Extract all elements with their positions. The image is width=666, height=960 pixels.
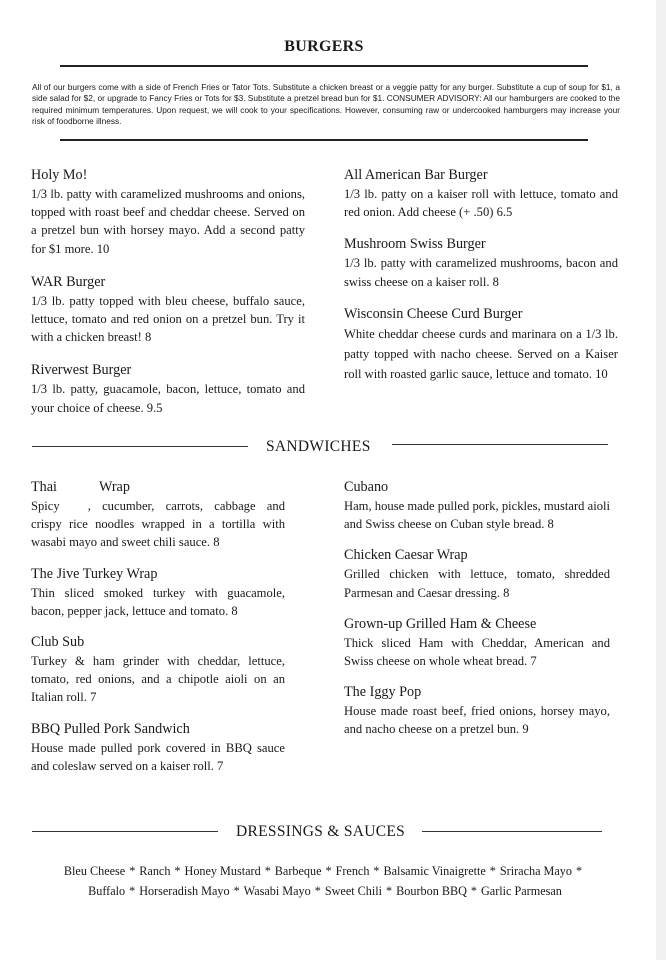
dressings-line-2	[30, 882, 620, 902]
dressing-item: Wasabi Mayo	[243, 883, 311, 898]
item-name-part: Wrap	[99, 479, 130, 495]
item-description: House made roast beef, fried onions, horsey mayo, and nacho cheese on a pretzel bun. 9	[344, 704, 610, 737]
item-description: 1/3 lb. patty topped with bleu cheese, buffalo sauce, lettuce, tomato and red onion on a pretzel bun. Try it with a chicken breast! 8	[31, 293, 305, 345]
menu-item-thai-wrap	[31, 478, 285, 552]
burgers-left-column	[31, 166, 305, 417]
separator: *	[314, 883, 321, 898]
dressing-item: Buffalo	[88, 883, 126, 898]
dressing-item: Bleu Cheese	[63, 864, 126, 878]
item-name: Grown-up Grilled Ham & Cheese	[344, 615, 537, 632]
dressing-item: Balsamic Vinaigrette	[383, 864, 486, 878]
item-name: Cubano	[344, 479, 389, 495]
dressings-right-rule	[422, 831, 602, 832]
dressing-item: Horseradish Mayo	[139, 883, 230, 898]
menu-item	[344, 683, 610, 738]
item-description: White cheddar cheese curds and marinara on a 1/3 lb. patty topped with nacho cheese. Served on a Kaiser roll with roasted garlic sauce, lettuce and tomato. 10	[344, 326, 618, 381]
sandwiches-right-column	[344, 478, 610, 739]
menu-item	[344, 235, 618, 290]
sandwiches-heading: SANDWICHES	[266, 438, 371, 455]
separator: *	[325, 864, 332, 878]
item-name: WAR Burger	[31, 273, 106, 290]
menu-item	[344, 615, 610, 670]
separator: *	[470, 883, 477, 898]
separator: *	[174, 864, 181, 878]
item-name: Riverwest Burger	[31, 362, 132, 379]
item-name: The Iggy Pop	[344, 684, 422, 701]
item-description: Ham, house made pulled pork, pickles, mustard aioli and Swiss cheese on Cuban style bread. 8	[344, 499, 610, 532]
menu-item	[31, 361, 305, 416]
dressing-item: Sriracha Mayo	[499, 864, 572, 878]
item-name: Mushroom Swiss Burger	[344, 236, 486, 253]
item-name: All American Bar Burger	[344, 167, 488, 183]
separator: *	[373, 864, 380, 878]
item-description: Thin sliced smoked turkey with guacamole, bacon, pepper jack, lettuce and tomato. 8	[31, 585, 285, 618]
item-name: Wisconsin Cheese Curd Burger	[344, 305, 523, 322]
item-description: Grilled chicken with lettuce, tomato, shredded Parmesan and Caesar dressing. 8	[344, 567, 610, 600]
separator: *	[489, 864, 496, 878]
separator: *	[264, 864, 271, 878]
menu-item	[344, 166, 618, 221]
item-description: Thick sliced Ham with Cheddar, American and Swiss cheese on whole wheat bread. 7	[344, 635, 610, 669]
item-name	[31, 478, 285, 497]
dressing-item: Ranch	[139, 864, 171, 878]
sandwiches-left-column	[31, 478, 285, 775]
dressings-left-rule	[32, 831, 218, 832]
dressing-item: French	[335, 864, 370, 878]
item-name: The Jive Turkey Wrap	[31, 565, 158, 582]
burgers-heading: BURGERS	[284, 38, 364, 55]
item-name: Holy Mo!	[31, 167, 88, 183]
item-name: Club Sub	[31, 634, 85, 651]
item-description: 1/3 lb. patty with caramelized mushrooms, bacon and swiss cheese on a kaiser roll. 8	[344, 256, 618, 289]
item-description: 1/3 lb. patty, guacamole, bacon, lettuce, tomato and your choice of cheese. 9.5	[31, 382, 305, 415]
dressings-line-1	[30, 862, 620, 882]
item-description-part: , cucumber, carrots, cabbage and crispy rice noodles wrapped in a tortilla with wasabi mayo and sweet chili sauce. 8	[31, 499, 285, 550]
dressing-item: Sweet Chili	[324, 883, 383, 898]
sandwiches-right-rule	[392, 444, 608, 445]
item-description: Turkey & ham grinder with cheddar, lettuce, tomato, red onions, and a chipotle aioli on an Italian roll. 7	[31, 654, 285, 705]
item-name: Chicken Caesar Wrap	[344, 547, 468, 564]
dressing-item: Barbeque	[274, 864, 322, 878]
menu-item	[344, 305, 618, 384]
dressing-item: Garlic Parmesan	[481, 883, 562, 898]
separator: *	[129, 864, 136, 878]
separator: *	[129, 883, 136, 898]
menu-item	[344, 546, 610, 601]
item-description	[31, 497, 285, 552]
dressings-list	[30, 862, 620, 901]
sandwiches-left-rule	[32, 446, 248, 447]
item-description: 1/3 lb. patty with caramelized mushrooms and onions, topped with roast beef and cheddar cheese. Served on a pretzel bun with horsey mayo. Add a second patty for $1 more. 10	[31, 187, 305, 256]
menu-item	[344, 478, 610, 533]
burgers-right-column	[344, 166, 618, 384]
item-name: BBQ Pulled Pork Sandwich	[31, 720, 190, 737]
menu-item	[31, 633, 285, 707]
burgers-top-rule	[60, 65, 588, 67]
burgers-advisory: All of our burgers come with a side of French Fries or Tator Tots. Substitute a chicken breast or a veggie patty for any burger. Substitute a cup of soup for $1, a side salad for $2, or upgrade to Fancy Fries or Tots for $3. Substitute a pretzel bread bun for $1. CONSUMER ADVISORY: All our hamburgers are cooked to the required minimum temperatures. Upon request, we will cook to your specifications. However, consuming raw or undercooked hamburgers may increase your risk of foodborne illness.	[32, 82, 620, 127]
dressing-item: Bourbon BBQ	[396, 883, 467, 898]
dressing-item: Honey Mustard	[184, 864, 261, 878]
page-edge	[656, 0, 666, 960]
menu-item	[31, 720, 285, 775]
item-description: House made pulled pork covered in BBQ sauce and coleslaw served on a kaiser roll. 7	[31, 740, 285, 773]
item-name-part: Thai	[31, 479, 57, 495]
menu-item	[31, 166, 305, 258]
separator: *	[386, 883, 393, 898]
menu-item	[31, 565, 285, 620]
separator: *	[575, 864, 583, 878]
item-description-part: Spicy	[31, 499, 60, 513]
dressings-heading: DRESSINGS & SAUCES	[236, 823, 406, 840]
menu-item	[31, 273, 305, 347]
burgers-bottom-rule	[60, 139, 588, 141]
item-description: 1/3 lb. patty on a kaiser roll with lettuce, tomato and red onion. Add cheese (+ .50) 6.5	[344, 187, 618, 220]
separator: *	[233, 883, 240, 898]
